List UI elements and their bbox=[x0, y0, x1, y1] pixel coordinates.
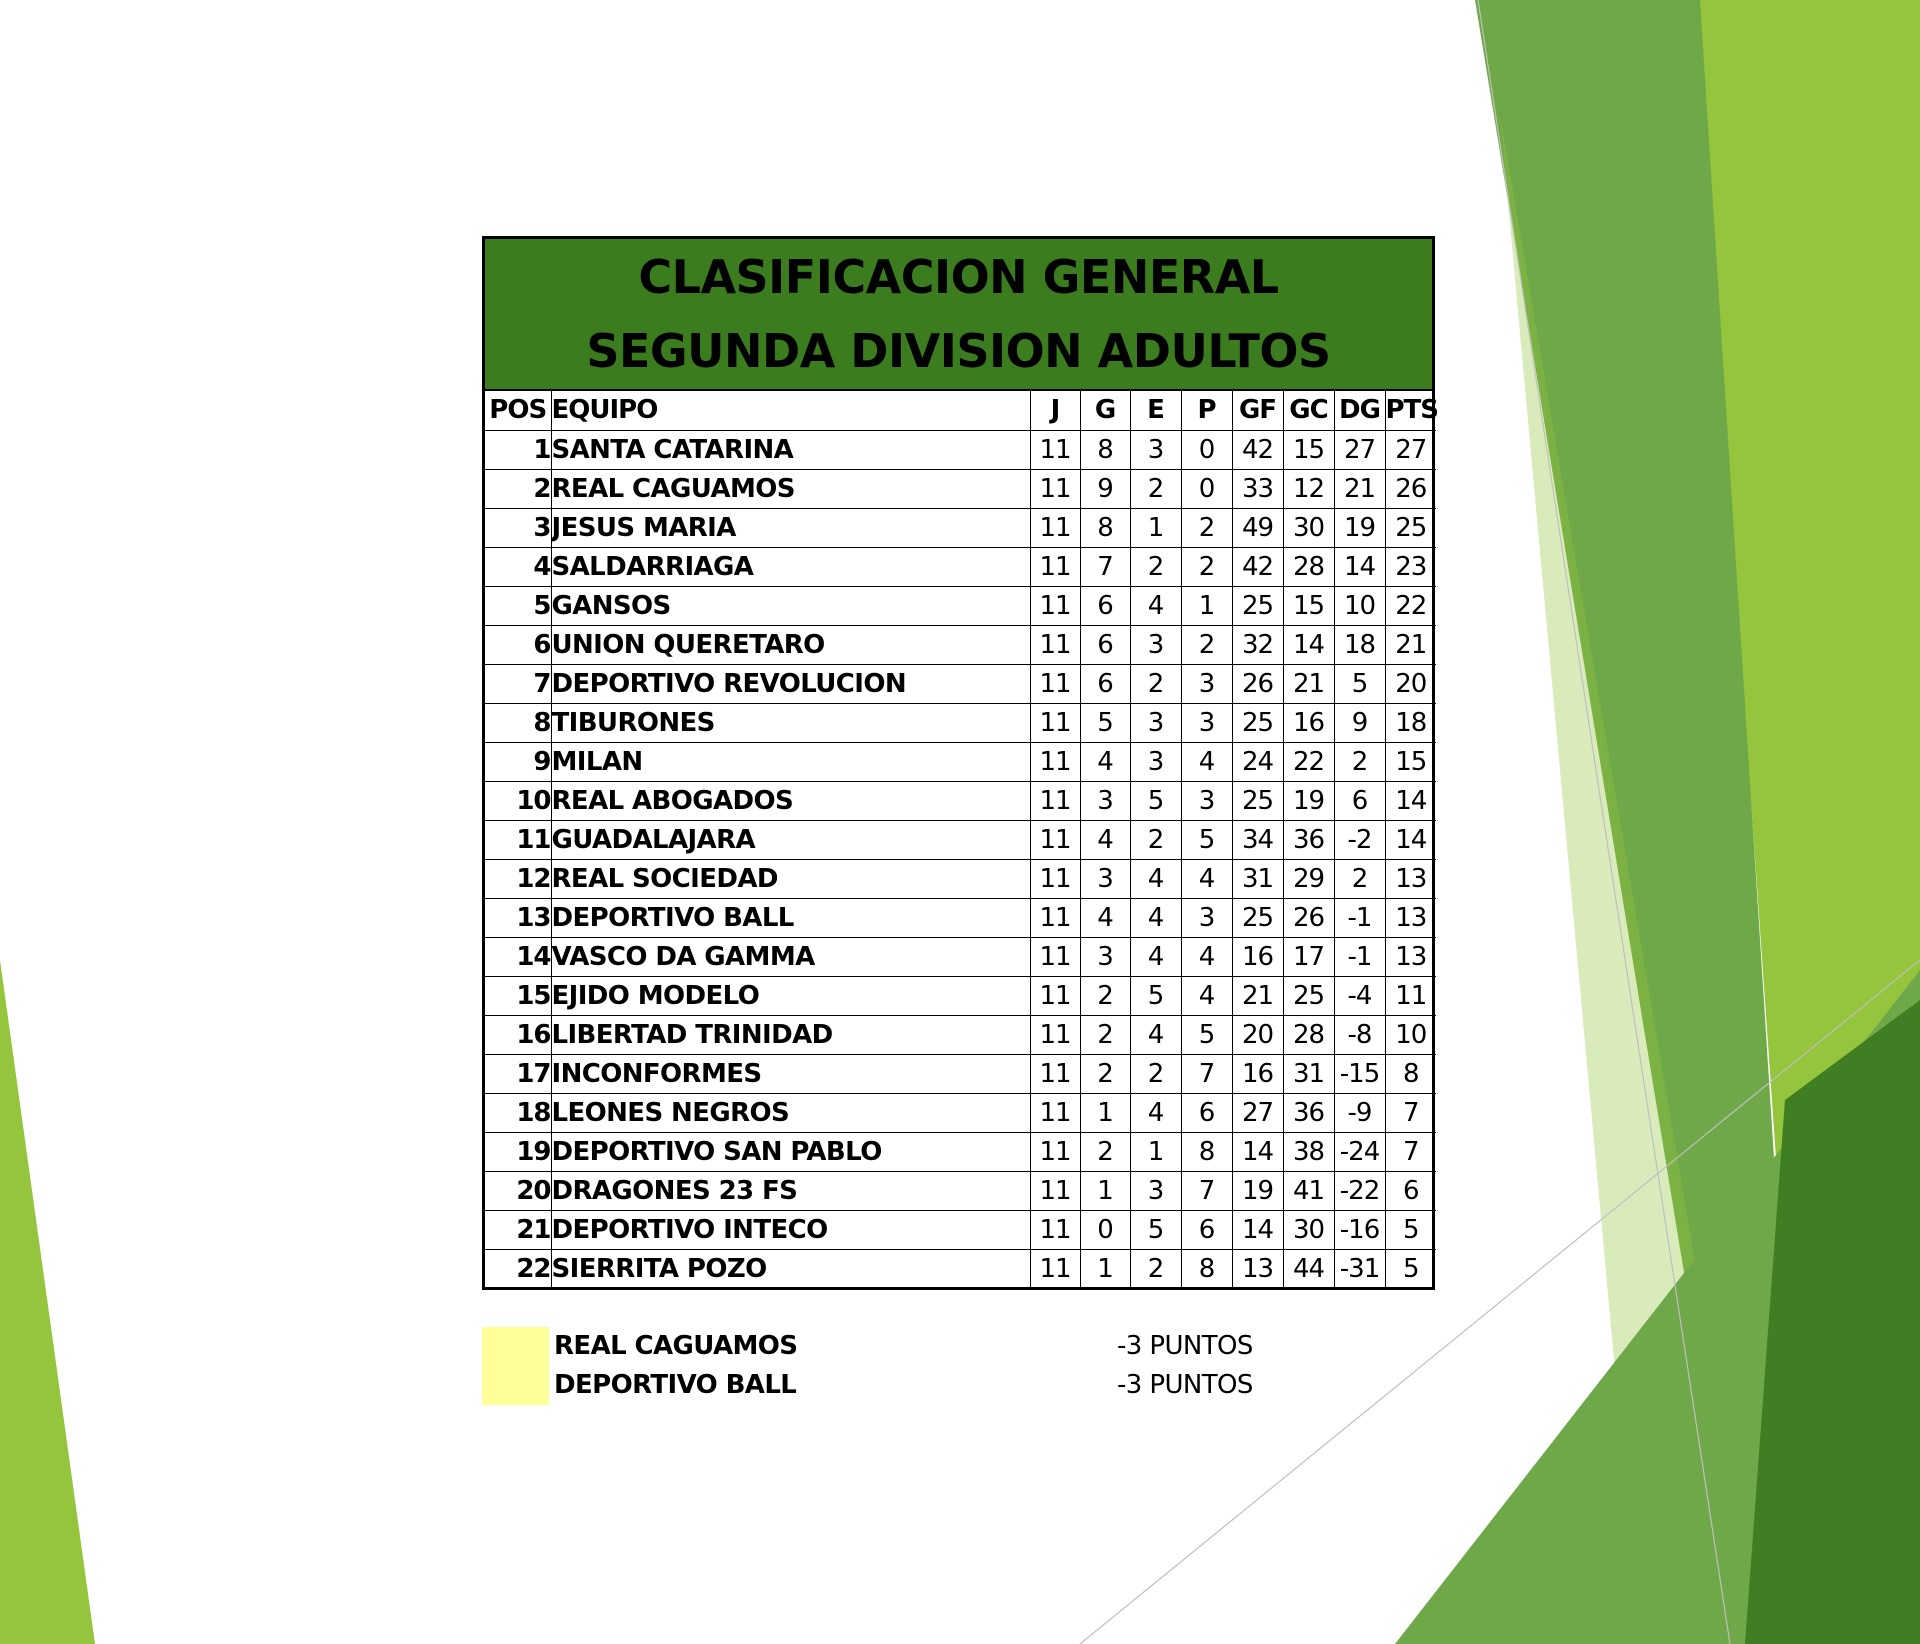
header-pos: POS bbox=[485, 391, 551, 430]
played-cell: 11 bbox=[1030, 859, 1080, 898]
played-cell: 11 bbox=[1030, 898, 1080, 937]
standings-body bbox=[485, 430, 1436, 1288]
drawn-cell: 1 bbox=[1130, 1132, 1181, 1171]
team-pos: 21 bbox=[485, 1210, 551, 1249]
lost-cell: 3 bbox=[1181, 781, 1232, 820]
header-points: PTS bbox=[1385, 391, 1436, 430]
team-name: LEONES NEGROS bbox=[551, 1093, 1030, 1132]
points-cell: 13 bbox=[1385, 937, 1436, 976]
goal-diff-cell: 19 bbox=[1334, 508, 1385, 547]
played-cell: 11 bbox=[1030, 430, 1080, 469]
goals-against-cell: 28 bbox=[1283, 547, 1334, 586]
points-cell: 5 bbox=[1385, 1210, 1436, 1249]
lost-cell: 5 bbox=[1181, 820, 1232, 859]
team-name: SANTA CATARINA bbox=[551, 430, 1030, 469]
lost-cell: 6 bbox=[1181, 1210, 1232, 1249]
goal-diff-cell: -2 bbox=[1334, 820, 1385, 859]
goals-against-cell: 26 bbox=[1283, 898, 1334, 937]
goals-against-cell: 16 bbox=[1283, 703, 1334, 742]
won-cell: 9 bbox=[1080, 469, 1130, 508]
lost-cell: 8 bbox=[1181, 1249, 1232, 1288]
team-pos: 20 bbox=[485, 1171, 551, 1210]
played-cell: 11 bbox=[1030, 1210, 1080, 1249]
team-pos: 22 bbox=[485, 1249, 551, 1288]
header-goal-diff: DG bbox=[1334, 391, 1385, 430]
goals-for-cell: 20 bbox=[1232, 1015, 1283, 1054]
sanction-row bbox=[482, 1327, 1282, 1366]
goals-for-cell: 25 bbox=[1232, 898, 1283, 937]
goals-against-cell: 15 bbox=[1283, 586, 1334, 625]
team-pos: 5 bbox=[485, 586, 551, 625]
goals-against-cell: 17 bbox=[1283, 937, 1334, 976]
drawn-cell: 2 bbox=[1130, 1054, 1181, 1093]
standings-title-band bbox=[485, 239, 1432, 391]
table-row bbox=[485, 742, 1436, 781]
team-name: EJIDO MODELO bbox=[551, 976, 1030, 1015]
table-row bbox=[485, 469, 1436, 508]
won-cell: 2 bbox=[1080, 1132, 1130, 1171]
table-row bbox=[485, 625, 1436, 664]
drawn-cell: 3 bbox=[1130, 1171, 1181, 1210]
goals-against-cell: 44 bbox=[1283, 1249, 1334, 1288]
goals-for-cell: 32 bbox=[1232, 625, 1283, 664]
goal-diff-cell: -24 bbox=[1334, 1132, 1385, 1171]
won-cell: 0 bbox=[1080, 1210, 1130, 1249]
goal-diff-cell: 5 bbox=[1334, 664, 1385, 703]
team-pos: 9 bbox=[485, 742, 551, 781]
goals-for-cell: 14 bbox=[1232, 1132, 1283, 1171]
won-cell: 1 bbox=[1080, 1093, 1130, 1132]
drawn-cell: 3 bbox=[1130, 625, 1181, 664]
points-cell: 25 bbox=[1385, 508, 1436, 547]
table-row bbox=[485, 508, 1436, 547]
goals-against-cell: 22 bbox=[1283, 742, 1334, 781]
lost-cell: 8 bbox=[1181, 1132, 1232, 1171]
header-won: G bbox=[1080, 391, 1130, 430]
goals-for-cell: 49 bbox=[1232, 508, 1283, 547]
drawn-cell: 4 bbox=[1130, 586, 1181, 625]
sanction-highlight-swatch bbox=[482, 1366, 549, 1405]
team-name: REAL ABOGADOS bbox=[551, 781, 1030, 820]
points-cell: 15 bbox=[1385, 742, 1436, 781]
goals-for-cell: 16 bbox=[1232, 937, 1283, 976]
goal-diff-cell: -1 bbox=[1334, 937, 1385, 976]
drawn-cell: 2 bbox=[1130, 469, 1181, 508]
team-pos: 11 bbox=[485, 820, 551, 859]
team-name: JESUS MARIA bbox=[551, 508, 1030, 547]
won-cell: 5 bbox=[1080, 703, 1130, 742]
table-row bbox=[485, 703, 1436, 742]
team-pos: 10 bbox=[485, 781, 551, 820]
lost-cell: 7 bbox=[1181, 1054, 1232, 1093]
goals-against-cell: 36 bbox=[1283, 820, 1334, 859]
team-name: LIBERTAD TRINIDAD bbox=[551, 1015, 1030, 1054]
team-name: SALDARRIAGA bbox=[551, 547, 1030, 586]
won-cell: 4 bbox=[1080, 742, 1130, 781]
team-name: DEPORTIVO BALL bbox=[551, 898, 1030, 937]
table-row bbox=[485, 1093, 1436, 1132]
team-pos: 15 bbox=[485, 976, 551, 1015]
goals-against-cell: 30 bbox=[1283, 1210, 1334, 1249]
lost-cell: 4 bbox=[1181, 859, 1232, 898]
goals-for-cell: 25 bbox=[1232, 781, 1283, 820]
lost-cell: 5 bbox=[1181, 1015, 1232, 1054]
drawn-cell: 3 bbox=[1130, 703, 1181, 742]
goal-diff-cell: -4 bbox=[1334, 976, 1385, 1015]
header-team: EQUIPO bbox=[551, 391, 1030, 430]
drawn-cell: 5 bbox=[1130, 1210, 1181, 1249]
played-cell: 11 bbox=[1030, 1015, 1080, 1054]
won-cell: 4 bbox=[1080, 898, 1130, 937]
goals-for-cell: 31 bbox=[1232, 859, 1283, 898]
table-row bbox=[485, 1171, 1436, 1210]
lost-cell: 7 bbox=[1181, 1171, 1232, 1210]
lost-cell: 4 bbox=[1181, 742, 1232, 781]
played-cell: 11 bbox=[1030, 469, 1080, 508]
played-cell: 11 bbox=[1030, 508, 1080, 547]
points-cell: 14 bbox=[1385, 820, 1436, 859]
drawn-cell: 5 bbox=[1130, 781, 1181, 820]
goal-diff-cell: 6 bbox=[1334, 781, 1385, 820]
team-name: INCONFORMES bbox=[551, 1054, 1030, 1093]
won-cell: 6 bbox=[1080, 625, 1130, 664]
goals-against-cell: 29 bbox=[1283, 859, 1334, 898]
lost-cell: 2 bbox=[1181, 625, 1232, 664]
goals-for-cell: 19 bbox=[1232, 1171, 1283, 1210]
table-row bbox=[485, 547, 1436, 586]
lost-cell: 6 bbox=[1181, 1093, 1232, 1132]
points-cell: 20 bbox=[1385, 664, 1436, 703]
drawn-cell: 2 bbox=[1130, 1249, 1181, 1288]
played-cell: 11 bbox=[1030, 703, 1080, 742]
goals-against-cell: 19 bbox=[1283, 781, 1334, 820]
lost-cell: 3 bbox=[1181, 898, 1232, 937]
points-cell: 13 bbox=[1385, 898, 1436, 937]
drawn-cell: 4 bbox=[1130, 898, 1181, 937]
goal-diff-cell: 2 bbox=[1334, 742, 1385, 781]
header-lost: P bbox=[1181, 391, 1232, 430]
goal-diff-cell: 21 bbox=[1334, 469, 1385, 508]
lost-cell: 2 bbox=[1181, 508, 1232, 547]
goals-against-cell: 21 bbox=[1283, 664, 1334, 703]
goals-for-cell: 13 bbox=[1232, 1249, 1283, 1288]
goal-diff-cell: -8 bbox=[1334, 1015, 1385, 1054]
won-cell: 4 bbox=[1080, 820, 1130, 859]
drawn-cell: 2 bbox=[1130, 820, 1181, 859]
goals-for-cell: 25 bbox=[1232, 586, 1283, 625]
drawn-cell: 4 bbox=[1130, 1093, 1181, 1132]
decor-shape-right-bottom-dark bbox=[1745, 1000, 1920, 1644]
goal-diff-cell: 27 bbox=[1334, 430, 1385, 469]
table-row bbox=[485, 1210, 1436, 1249]
won-cell: 7 bbox=[1080, 547, 1130, 586]
team-name: DEPORTIVO INTECO bbox=[551, 1210, 1030, 1249]
team-pos: 7 bbox=[485, 664, 551, 703]
sanction-note: -3 PUNTOS bbox=[1117, 1370, 1253, 1400]
drawn-cell: 4 bbox=[1130, 859, 1181, 898]
drawn-cell: 4 bbox=[1130, 1015, 1181, 1054]
goal-diff-cell: 2 bbox=[1334, 859, 1385, 898]
standings-header-row bbox=[485, 391, 1436, 430]
drawn-cell: 1 bbox=[1130, 508, 1181, 547]
team-name: MILAN bbox=[551, 742, 1030, 781]
standings-table bbox=[482, 236, 1439, 1290]
points-cell: 6 bbox=[1385, 1171, 1436, 1210]
sanction-note: -3 PUNTOS bbox=[1117, 1331, 1253, 1361]
points-cell: 13 bbox=[1385, 859, 1436, 898]
points-cell: 14 bbox=[1385, 781, 1436, 820]
lost-cell: 3 bbox=[1181, 703, 1232, 742]
lost-cell: 0 bbox=[1181, 469, 1232, 508]
goal-diff-cell: 9 bbox=[1334, 703, 1385, 742]
goals-against-cell: 31 bbox=[1283, 1054, 1334, 1093]
goals-against-cell: 25 bbox=[1283, 976, 1334, 1015]
decor-shape-left-wedge bbox=[0, 960, 95, 1644]
goals-for-cell: 24 bbox=[1232, 742, 1283, 781]
points-cell: 5 bbox=[1385, 1249, 1436, 1288]
points-cell: 10 bbox=[1385, 1015, 1436, 1054]
goals-against-cell: 38 bbox=[1283, 1132, 1334, 1171]
won-cell: 2 bbox=[1080, 976, 1130, 1015]
team-name: GANSOS bbox=[551, 586, 1030, 625]
won-cell: 3 bbox=[1080, 859, 1130, 898]
team-name: TIBURONES bbox=[551, 703, 1030, 742]
team-pos: 1 bbox=[485, 430, 551, 469]
won-cell: 2 bbox=[1080, 1054, 1130, 1093]
won-cell: 3 bbox=[1080, 781, 1130, 820]
table-row bbox=[485, 859, 1436, 898]
won-cell: 2 bbox=[1080, 1015, 1130, 1054]
played-cell: 11 bbox=[1030, 937, 1080, 976]
team-pos: 8 bbox=[485, 703, 551, 742]
standings-grid bbox=[485, 391, 1439, 1288]
goals-against-cell: 30 bbox=[1283, 508, 1334, 547]
points-cell: 7 bbox=[1385, 1093, 1436, 1132]
goal-diff-cell: -1 bbox=[1334, 898, 1385, 937]
goals-against-cell: 41 bbox=[1283, 1171, 1334, 1210]
table-row bbox=[485, 898, 1436, 937]
points-cell: 23 bbox=[1385, 547, 1436, 586]
lost-cell: 4 bbox=[1181, 937, 1232, 976]
goals-for-cell: 26 bbox=[1232, 664, 1283, 703]
played-cell: 11 bbox=[1030, 781, 1080, 820]
points-cell: 22 bbox=[1385, 586, 1436, 625]
won-cell: 6 bbox=[1080, 664, 1130, 703]
goal-diff-cell: -22 bbox=[1334, 1171, 1385, 1210]
goals-for-cell: 25 bbox=[1232, 703, 1283, 742]
played-cell: 11 bbox=[1030, 820, 1080, 859]
drawn-cell: 5 bbox=[1130, 976, 1181, 1015]
sanction-team: DEPORTIVO BALL bbox=[554, 1370, 797, 1400]
table-row bbox=[485, 1054, 1436, 1093]
table-row bbox=[485, 820, 1436, 859]
table-row bbox=[485, 781, 1436, 820]
goal-diff-cell: -9 bbox=[1334, 1093, 1385, 1132]
points-cell: 11 bbox=[1385, 976, 1436, 1015]
team-name: DRAGONES 23 FS bbox=[551, 1171, 1030, 1210]
points-cell: 26 bbox=[1385, 469, 1436, 508]
header-drawn: E bbox=[1130, 391, 1181, 430]
drawn-cell: 3 bbox=[1130, 430, 1181, 469]
drawn-cell: 2 bbox=[1130, 547, 1181, 586]
played-cell: 11 bbox=[1030, 547, 1080, 586]
table-row bbox=[485, 1132, 1436, 1171]
table-row bbox=[485, 586, 1436, 625]
lost-cell: 2 bbox=[1181, 547, 1232, 586]
table-row bbox=[485, 1249, 1436, 1288]
team-name: SIERRITA POZO bbox=[551, 1249, 1030, 1288]
points-cell: 21 bbox=[1385, 625, 1436, 664]
played-cell: 11 bbox=[1030, 1054, 1080, 1093]
sanction-highlight-swatch bbox=[482, 1327, 549, 1366]
sanction-row bbox=[482, 1366, 1282, 1405]
played-cell: 11 bbox=[1030, 1249, 1080, 1288]
standings-title: CLASIFICACION GENERAL SEGUNDA DIVISION ADULTOS bbox=[586, 250, 1331, 378]
drawn-cell: 3 bbox=[1130, 742, 1181, 781]
won-cell: 1 bbox=[1080, 1171, 1130, 1210]
team-pos: 12 bbox=[485, 859, 551, 898]
header-goals-for: GF bbox=[1232, 391, 1283, 430]
team-name: REAL CAGUAMOS bbox=[551, 469, 1030, 508]
won-cell: 6 bbox=[1080, 586, 1130, 625]
points-cell: 27 bbox=[1385, 430, 1436, 469]
table-row bbox=[485, 937, 1436, 976]
goals-for-cell: 21 bbox=[1232, 976, 1283, 1015]
drawn-cell: 4 bbox=[1130, 937, 1181, 976]
lost-cell: 3 bbox=[1181, 664, 1232, 703]
points-cell: 18 bbox=[1385, 703, 1436, 742]
team-name: DEPORTIVO REVOLUCION bbox=[551, 664, 1030, 703]
won-cell: 8 bbox=[1080, 508, 1130, 547]
points-cell: 8 bbox=[1385, 1054, 1436, 1093]
team-pos: 13 bbox=[485, 898, 551, 937]
team-pos: 2 bbox=[485, 469, 551, 508]
table-row bbox=[485, 1015, 1436, 1054]
team-pos: 6 bbox=[485, 625, 551, 664]
team-pos: 14 bbox=[485, 937, 551, 976]
team-pos: 17 bbox=[485, 1054, 551, 1093]
goal-diff-cell: 14 bbox=[1334, 547, 1385, 586]
team-pos: 3 bbox=[485, 508, 551, 547]
goals-against-cell: 36 bbox=[1283, 1093, 1334, 1132]
sanctions-legend bbox=[482, 1327, 1282, 1407]
played-cell: 11 bbox=[1030, 1171, 1080, 1210]
team-pos: 4 bbox=[485, 547, 551, 586]
team-pos: 19 bbox=[485, 1132, 551, 1171]
points-cell: 7 bbox=[1385, 1132, 1436, 1171]
won-cell: 8 bbox=[1080, 430, 1130, 469]
won-cell: 3 bbox=[1080, 937, 1130, 976]
sanction-team: REAL CAGUAMOS bbox=[554, 1331, 798, 1361]
played-cell: 11 bbox=[1030, 586, 1080, 625]
drawn-cell: 2 bbox=[1130, 664, 1181, 703]
goals-against-cell: 12 bbox=[1283, 469, 1334, 508]
goals-against-cell: 28 bbox=[1283, 1015, 1334, 1054]
team-name: GUADALAJARA bbox=[551, 820, 1030, 859]
played-cell: 11 bbox=[1030, 976, 1080, 1015]
table-row bbox=[485, 430, 1436, 469]
played-cell: 11 bbox=[1030, 1093, 1080, 1132]
team-pos: 16 bbox=[485, 1015, 551, 1054]
won-cell: 1 bbox=[1080, 1249, 1130, 1288]
goals-for-cell: 16 bbox=[1232, 1054, 1283, 1093]
goal-diff-cell: -16 bbox=[1334, 1210, 1385, 1249]
team-name: REAL SOCIEDAD bbox=[551, 859, 1030, 898]
goal-diff-cell: 10 bbox=[1334, 586, 1385, 625]
team-name: DEPORTIVO SAN PABLO bbox=[551, 1132, 1030, 1171]
goal-diff-cell: 18 bbox=[1334, 625, 1385, 664]
lost-cell: 4 bbox=[1181, 976, 1232, 1015]
played-cell: 11 bbox=[1030, 1132, 1080, 1171]
goal-diff-cell: -31 bbox=[1334, 1249, 1385, 1288]
team-name: VASCO DA GAMMA bbox=[551, 937, 1030, 976]
goals-for-cell: 42 bbox=[1232, 547, 1283, 586]
goal-diff-cell: -15 bbox=[1334, 1054, 1385, 1093]
goals-for-cell: 42 bbox=[1232, 430, 1283, 469]
header-played: J bbox=[1030, 391, 1080, 430]
table-row bbox=[485, 976, 1436, 1015]
played-cell: 11 bbox=[1030, 625, 1080, 664]
goals-against-cell: 14 bbox=[1283, 625, 1334, 664]
lost-cell: 0 bbox=[1181, 430, 1232, 469]
played-cell: 11 bbox=[1030, 742, 1080, 781]
goals-for-cell: 14 bbox=[1232, 1210, 1283, 1249]
team-pos: 18 bbox=[485, 1093, 551, 1132]
header-goals-against: GC bbox=[1283, 391, 1334, 430]
goals-for-cell: 34 bbox=[1232, 820, 1283, 859]
lost-cell: 1 bbox=[1181, 586, 1232, 625]
team-name: UNION QUERETARO bbox=[551, 625, 1030, 664]
goals-for-cell: 27 bbox=[1232, 1093, 1283, 1132]
played-cell: 11 bbox=[1030, 664, 1080, 703]
goals-for-cell: 33 bbox=[1232, 469, 1283, 508]
table-row bbox=[485, 664, 1436, 703]
goals-against-cell: 15 bbox=[1283, 430, 1334, 469]
